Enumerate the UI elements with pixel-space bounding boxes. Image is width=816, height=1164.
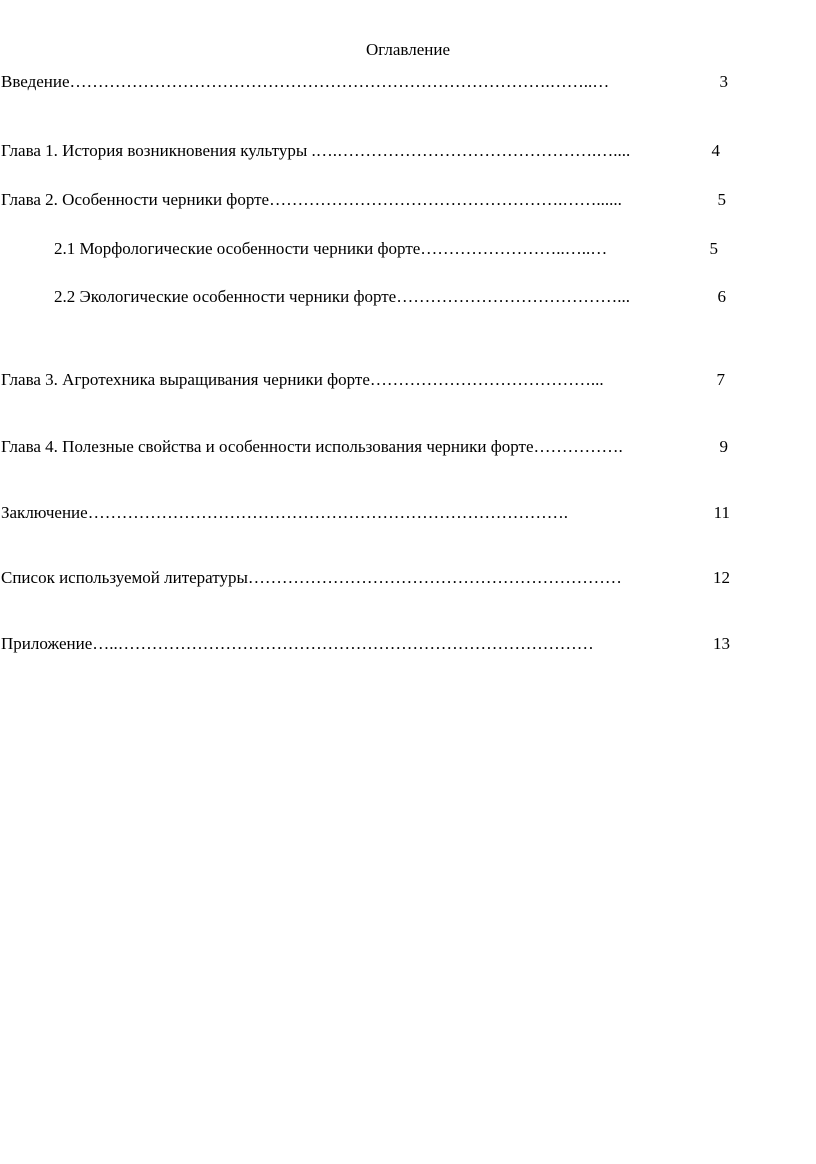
toc-entry-page: 12 (713, 568, 730, 587)
toc-entry-text: Глава 4. Полезные свойства и особенности использования черники форте (1, 437, 534, 456)
toc-entry-page: 6 (717, 287, 726, 306)
toc-entry-page: 3 (719, 72, 728, 91)
toc-entry-page: 4 (711, 141, 720, 160)
toc-entry-leader: …..………………………………………………………………………… (92, 634, 594, 653)
toc-entry-chapter-4 (1, 437, 728, 457)
toc-entry-text: Глава 3. Агротехника выращивания черники форте (1, 370, 370, 389)
toc-entry-text: Глава 1. История возникновения культуры . (1, 141, 316, 160)
toc-entry-section-2-1 (54, 239, 718, 259)
toc-entry-leader: ….……………………………………….….... (315, 141, 631, 160)
toc-entry-text: Введение (1, 72, 70, 91)
toc-entry-leader: ……………. (533, 437, 623, 456)
toc-entry-text: Глава 2. Особенности черники форте (1, 190, 270, 209)
toc-entry-text: Заключение (1, 503, 88, 522)
toc-entry-appendix (1, 634, 730, 654)
toc-entry-chapter-1 (1, 141, 720, 161)
toc-entry-leader: ………………………………………………………… (247, 568, 622, 587)
toc-entry-leader: …………………………………... (369, 370, 604, 389)
toc-entry-section-2-2 (54, 287, 726, 307)
toc-entry-page: 5 (717, 190, 726, 209)
toc-entry-leader: …………………………………………….……...... (269, 190, 622, 209)
toc-entry-text: Приложение (1, 634, 93, 653)
toc-entry-text: Список используемой литературы (1, 568, 248, 587)
toc-entry-page: 7 (716, 370, 725, 389)
toc-title: Оглавление (366, 40, 450, 59)
toc-entry-leader: …………………………………... (396, 287, 630, 306)
toc-entry-text: 2.1 Морфологические особенности черники форте (54, 239, 421, 258)
toc-entry-references (1, 568, 730, 588)
toc-entry-leader: ………………………………………………………………………….……..… (69, 72, 610, 91)
toc-entry-leader: ……………………..…..… (420, 239, 608, 258)
toc-entry-chapter-2 (1, 190, 726, 210)
toc-entry-introduction (1, 72, 728, 92)
toc-entry-page: 13 (713, 634, 730, 653)
toc-entry-leader: …………………………………………………………………………. (87, 503, 568, 522)
toc-entry-chapter-3 (1, 370, 725, 390)
toc-entry-page: 5 (709, 239, 718, 258)
toc-entry-page: 11 (713, 503, 730, 522)
toc-entry-text: 2.2 Экологические особенности черники форте (54, 287, 397, 306)
toc-entry-page: 9 (719, 437, 728, 456)
toc-entry-conclusion (1, 503, 730, 523)
